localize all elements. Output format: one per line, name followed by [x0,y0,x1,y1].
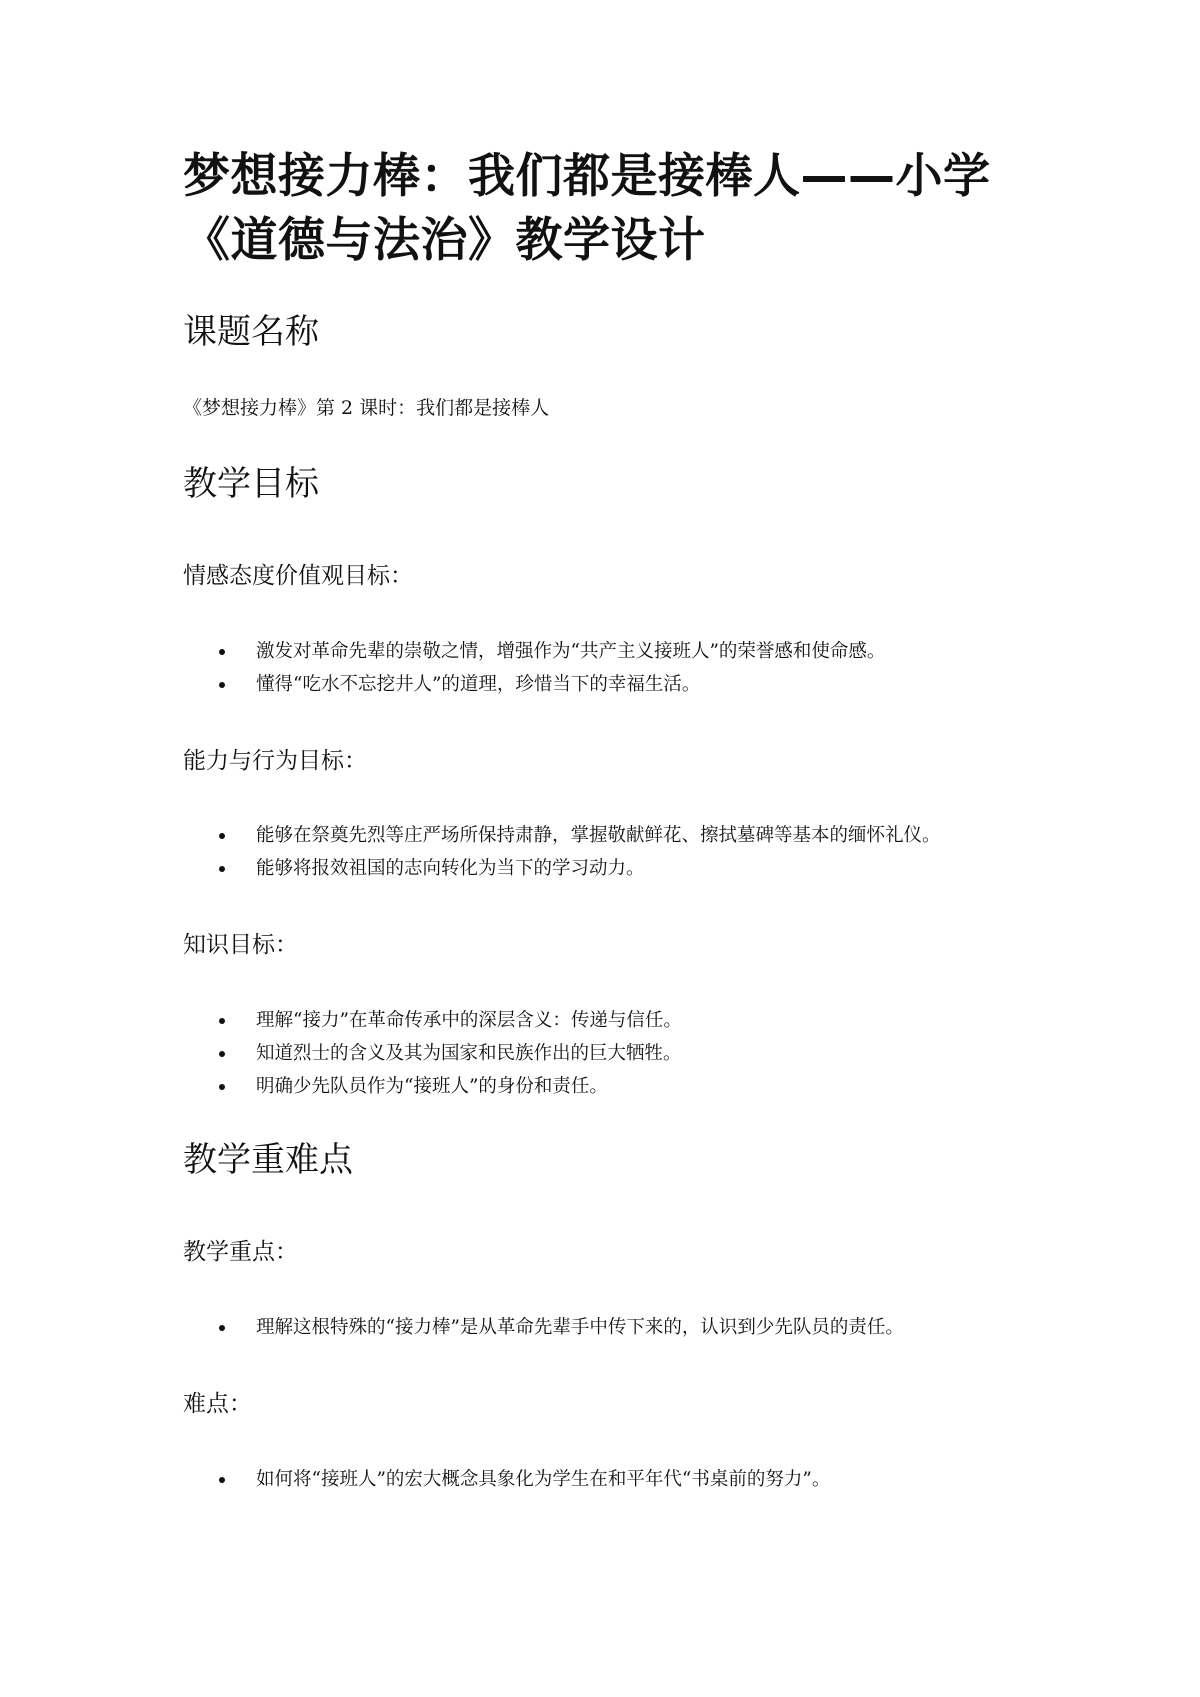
list-item-text: 理解“接力”在革命传承中的深层含义：传递与信任。 [256,1010,682,1031]
ability-goals-heading: 能力与行为目标： [183,748,367,774]
list-item [183,668,885,701]
list-item-text: 明确少先队员作为“接班人”的身份和责任。 [256,1076,608,1097]
list-item-text: 如何将“接班人”的宏大概念具象化为学生在和平年代“书桌前的努力”。 [256,1469,831,1490]
key-points-heading: 教学重点： [183,1239,298,1265]
list-item [183,852,941,885]
bullet-icon [219,1018,225,1024]
document-title-line-1: 梦想接力棒：我们都是接棒人——小学 [183,149,991,204]
list-item [183,1070,682,1103]
difficult-points-list [183,1463,830,1496]
knowledge-goals-heading: 知识目标： [183,932,298,958]
key-points-list [183,1311,904,1344]
emotion-goals-heading: 情感态度价值观目标： [183,563,413,589]
list-item [183,819,941,852]
difficult-points-heading: 难点： [183,1391,252,1417]
knowledge-goals-list [183,1004,682,1103]
document-title-line-2: 《道德与法治》教学设计 [183,213,706,268]
bullet-icon [219,649,225,655]
list-item-text: 能够将报效祖国的志向转化为当下的学习动力。 [256,858,645,879]
list-item [183,635,885,668]
key-difficult-points-heading: 教学重难点 [183,1140,353,1180]
list-item [183,1463,830,1496]
list-item [183,1037,682,1070]
list-item-text: 理解这根特殊的“接力棒”是从革命先辈手中传下来的，认识到少先队员的责任。 [256,1317,904,1338]
emotion-goals-list [183,635,885,701]
bullet-icon [219,1051,225,1057]
list-item [183,1004,682,1037]
course-name-heading: 课题名称 [183,312,319,352]
list-item-text: 能够在祭奠先烈等庄严场所保持肃静，掌握敬献鲜花、擦拭墓碑等基本的缅怀礼仪。 [256,825,941,846]
list-item [183,1311,904,1344]
ability-goals-list [183,819,941,885]
document-title [183,145,991,273]
list-item-text: 知道烈士的含义及其为国家和民族作出的巨大牺牲。 [256,1043,682,1064]
bullet-icon [219,1477,225,1483]
teaching-goals-heading: 教学目标 [183,464,319,504]
bullet-icon [219,1084,225,1090]
bullet-icon [219,833,225,839]
course-name-text: 《梦想接力棒》第 2 课时：我们都是接棒人 [183,397,550,419]
bullet-icon [219,866,225,872]
bullet-icon [219,1325,225,1331]
list-item-text: 激发对革命先辈的崇敬之情，增强作为“共产主义接班人”的荣誉感和使命感。 [256,641,886,662]
bullet-icon [219,682,225,688]
list-item-text: 懂得“吃水不忘挖井人”的道理，珍惜当下的幸福生活。 [256,674,701,695]
